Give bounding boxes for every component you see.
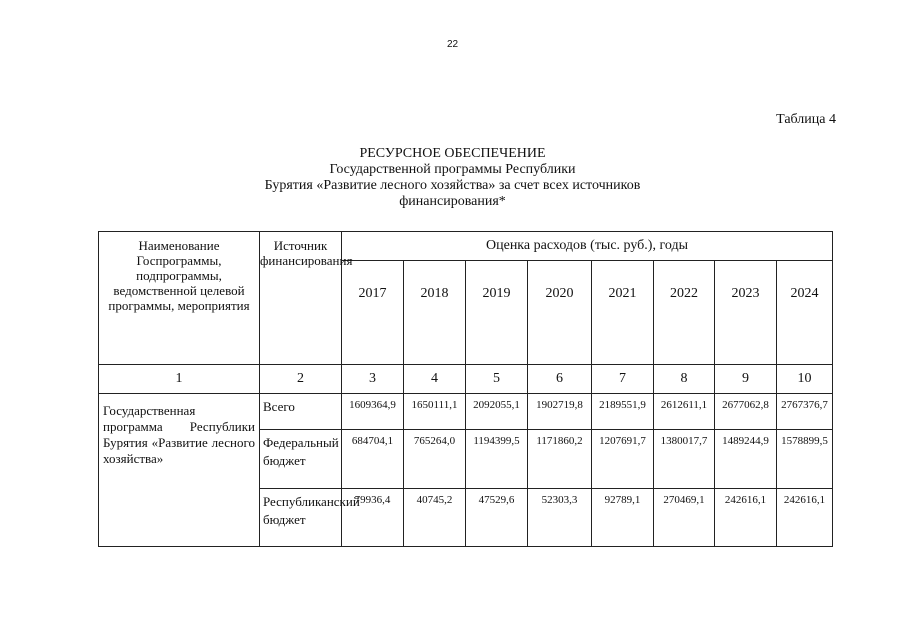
value-cell: 1194399,5 <box>466 430 528 489</box>
value-cell: 1650111,1 <box>404 394 466 430</box>
column-number: 3 <box>342 365 404 394</box>
value-cell: 1489244,9 <box>715 430 777 489</box>
column-number: 7 <box>592 365 654 394</box>
column-number: 8 <box>654 365 715 394</box>
header-year: 2018 <box>404 261 466 365</box>
column-number: 2 <box>260 365 342 394</box>
funding-source: Федеральный бюджет <box>260 430 342 489</box>
header-year: 2021 <box>592 261 654 365</box>
column-number: 6 <box>528 365 592 394</box>
value-cell: 1578899,5 <box>777 430 833 489</box>
value-cell: 52303,3 <box>528 489 592 547</box>
value-cell: 92789,1 <box>592 489 654 547</box>
value-cell: 684704,1 <box>342 430 404 489</box>
header-year: 2019 <box>466 261 528 365</box>
title-line: РЕСУРСНОЕ ОБЕСПЕЧЕНИЕ <box>359 146 546 161</box>
header-year: 2024 <box>777 261 833 365</box>
value-cell: 1609364,9 <box>342 394 404 430</box>
table-label: Таблица 4 <box>776 112 836 127</box>
value-cell: 242616,1 <box>715 489 777 547</box>
funding-source: Республиканский бюджет <box>260 489 342 547</box>
value-cell: 2677062,8 <box>715 394 777 430</box>
header-funding-source: Источник финансирования <box>260 232 342 365</box>
value-cell: 2092055,1 <box>466 394 528 430</box>
value-cell: 1902719,8 <box>528 394 592 430</box>
value-cell: 79936,4 <box>342 489 404 547</box>
title-line: Бурятия «Развитие лесного хозяйства» за счет всех источников <box>264 178 641 193</box>
column-number: 5 <box>466 365 528 394</box>
column-number: 4 <box>404 365 466 394</box>
page-number: 22 <box>446 39 459 50</box>
resource-table <box>98 231 833 547</box>
column-number-row <box>99 365 833 394</box>
column-number: 9 <box>715 365 777 394</box>
value-cell: 242616,1 <box>777 489 833 547</box>
value-cell: 40745,2 <box>404 489 466 547</box>
value-cell: 1380017,7 <box>654 430 715 489</box>
value-cell: 2612611,1 <box>654 394 715 430</box>
value-cell: 270469,1 <box>654 489 715 547</box>
document-title <box>0 146 905 210</box>
header-year: 2022 <box>654 261 715 365</box>
column-number: 10 <box>777 365 833 394</box>
program-name: Государственная программа Республики Бурятия «Развитие лесного хозяйства» <box>99 394 260 547</box>
header-year: 2017 <box>342 261 404 365</box>
column-number: 1 <box>99 365 260 394</box>
value-cell: 47529,6 <box>466 489 528 547</box>
value-cell: 2189551,9 <box>592 394 654 430</box>
value-cell: 1207691,7 <box>592 430 654 489</box>
header-program-name: Наименование Госпрограммы, подпрограммы, ведомственной целевой программы, мероприятия <box>99 232 260 365</box>
funding-source: Всего <box>260 394 342 430</box>
value-cell: 765264,0 <box>404 430 466 489</box>
title-line: Государственной программы Республики <box>329 162 576 177</box>
value-cell: 2767376,7 <box>777 394 833 430</box>
title-line: финансирования* <box>399 194 506 209</box>
header-year: 2020 <box>528 261 592 365</box>
table-row <box>99 394 833 430</box>
header-cost-estimate: Оценка расходов (тыс. руб.), годы <box>342 232 833 261</box>
header-year: 2023 <box>715 261 777 365</box>
value-cell: 1171860,2 <box>528 430 592 489</box>
